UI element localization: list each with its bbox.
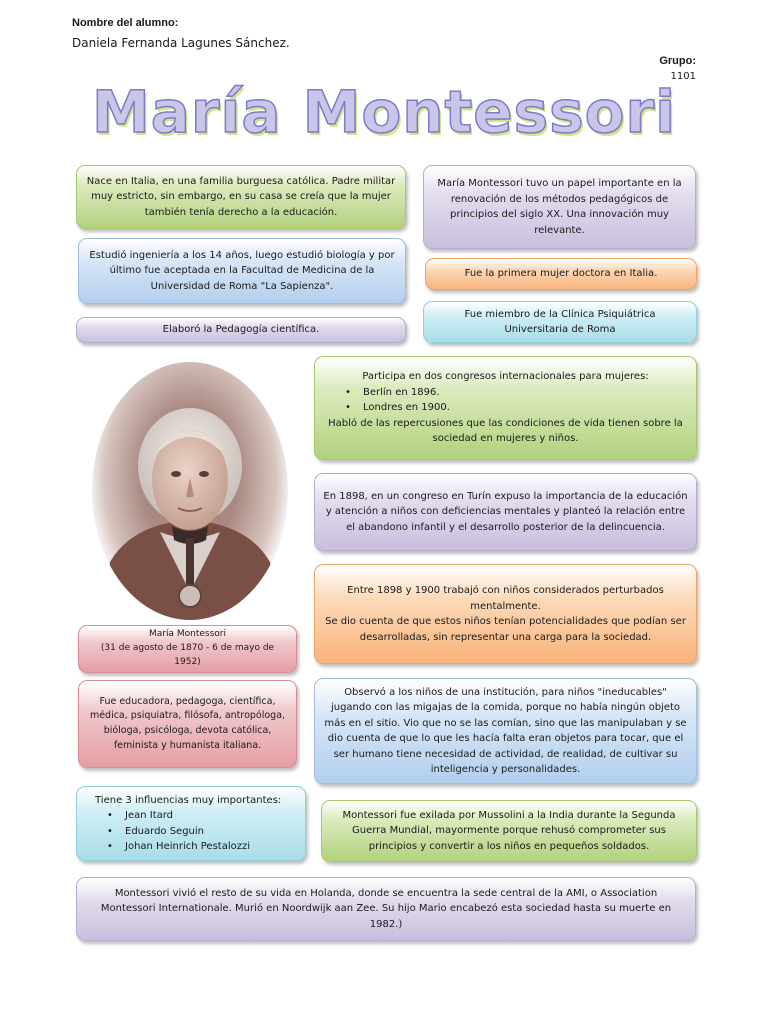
pedagogia-box: [76, 317, 406, 343]
caption-dates: (31 de agosto de 1870 - 6 de mayo de 1952): [100, 643, 275, 667]
renovacion-text: María Montessori tuvo un papel importante en la renovación de los métodos pedagógicos de principios del siglo XX. Una innovación muy relevante.: [437, 178, 682, 236]
holanda-text: Montessori vivió el resto de su vida en Holanda, donde se encuentra la sede central de la AMI, o Association Montessori Internationale. Murió en Noordwijk aan Zee. Su hijo Mario encabezó esta sociedad hasta su muerte en 1982.): [100, 887, 672, 930]
estudios-text: Estudió ingeniería a los 14 años, luego estudió biología y por último fue aceptada en la Facultad de Medicina de la Universidad de Roma "La Sapienza".: [89, 249, 395, 292]
caption-name: María Montessori: [149, 629, 226, 640]
congresos-list: [323, 385, 688, 416]
perturbados-line2: Se dio cuenta de que estos niños tenían potencialidades que podían ser desarrolladas, sin representar una carga para la sociedad.: [325, 616, 686, 643]
profesiones-text: Fue educadora, pedagoga, científica, médica, psiquiatra, filósofa, antropóloga, bióloga, psicóloga, devota católica, feminista y humanista italiana.: [89, 695, 286, 751]
renovacion-box: [423, 165, 696, 249]
ineducables-box: [314, 678, 697, 784]
congresos-intro: Participa en dos congresos internacionales para mujeres:: [362, 371, 649, 383]
exilio-text: Montessori fue exilada por Mussolini a la India durante la Segunda Guerra Mundial, mayormente porque rehusó comprometer sus principios y convertir a los niños en pequeños soldados.: [342, 809, 676, 852]
list-item: • Johan Heinrich Pestalozzi: [125, 839, 250, 855]
perturbados-box: [314, 564, 697, 664]
profesiones-box: [78, 680, 297, 768]
influencias-box: [76, 786, 306, 861]
list-item: • Jean Itard: [125, 808, 250, 824]
pedagogia-text: Elaboró la Pedagogía científica.: [162, 324, 320, 336]
list-item: • Berlín en 1896.: [363, 385, 688, 401]
congresos-box: [314, 356, 697, 460]
portrait-caption: [78, 625, 297, 673]
page-title: María Montessori: [92, 78, 676, 146]
congresos-outro: Habló de las repercusiones que las condiciones de vida tienen sobre la sociedad en mujeres y niños.: [328, 417, 683, 445]
doctora-text: Fue la primera mujer doctora en Italia.: [464, 268, 658, 280]
exilio-box: [321, 800, 697, 862]
student-label: Nombre del alumno:: [72, 17, 179, 29]
list-item: • Eduardo Seguin: [125, 824, 250, 840]
origen-text: Nace en Italia, en una familia burguesa católica. Padre militar muy estricto, sin embargo, en su casa se creía que la mujer también tenía derecho a la educación.: [86, 175, 396, 218]
ineducables-text: Observó a los niños de una institución, para niños "ineducables" jugando con las migajas de la comida, porque no había ningún objeto más en el sitio. Vio que no se las comían, sino que las manipulaban y se dio cuenta de que lo que les hacía falta eran objetos para tocar, que el ser humano tiene necesidad de actividad, de realidad, de cultivar su inteligencia y personalidades.: [324, 686, 687, 775]
origen-box: [76, 165, 406, 229]
perturbados-line1: Entre 1898 y 1900 trabajó con niños considerados perturbados mentalmente.: [347, 585, 664, 612]
doctora-box: [425, 258, 697, 290]
clinica-box: [423, 301, 697, 343]
holanda-box: [76, 877, 696, 941]
influencias-list: [85, 808, 250, 855]
portrait-illustration: [92, 362, 288, 620]
turin-text: En 1898, en un congreso en Turín expuso la importancia de la educación y atención a niños con deficiencias mentales y planteó la relación entre el abandono infantil y el desarrollo posterior de la delincuencia.: [323, 490, 688, 533]
portrait-photo: [92, 362, 288, 620]
list-item: • Londres en 1900.: [363, 400, 688, 416]
group-label: Grupo:: [659, 55, 696, 67]
estudios-box: [78, 238, 406, 304]
influencias-intro: Tiene 3 influencias muy importantes:: [95, 794, 282, 806]
group-value: 1101: [670, 71, 696, 82]
clinica-text: Fue miembro de la Clínica Psiquiátrica Universitaria de Roma: [464, 308, 656, 335]
student-name: Daniela Fernanda Lagunes Sánchez.: [72, 36, 290, 50]
turin-box: [314, 473, 697, 551]
